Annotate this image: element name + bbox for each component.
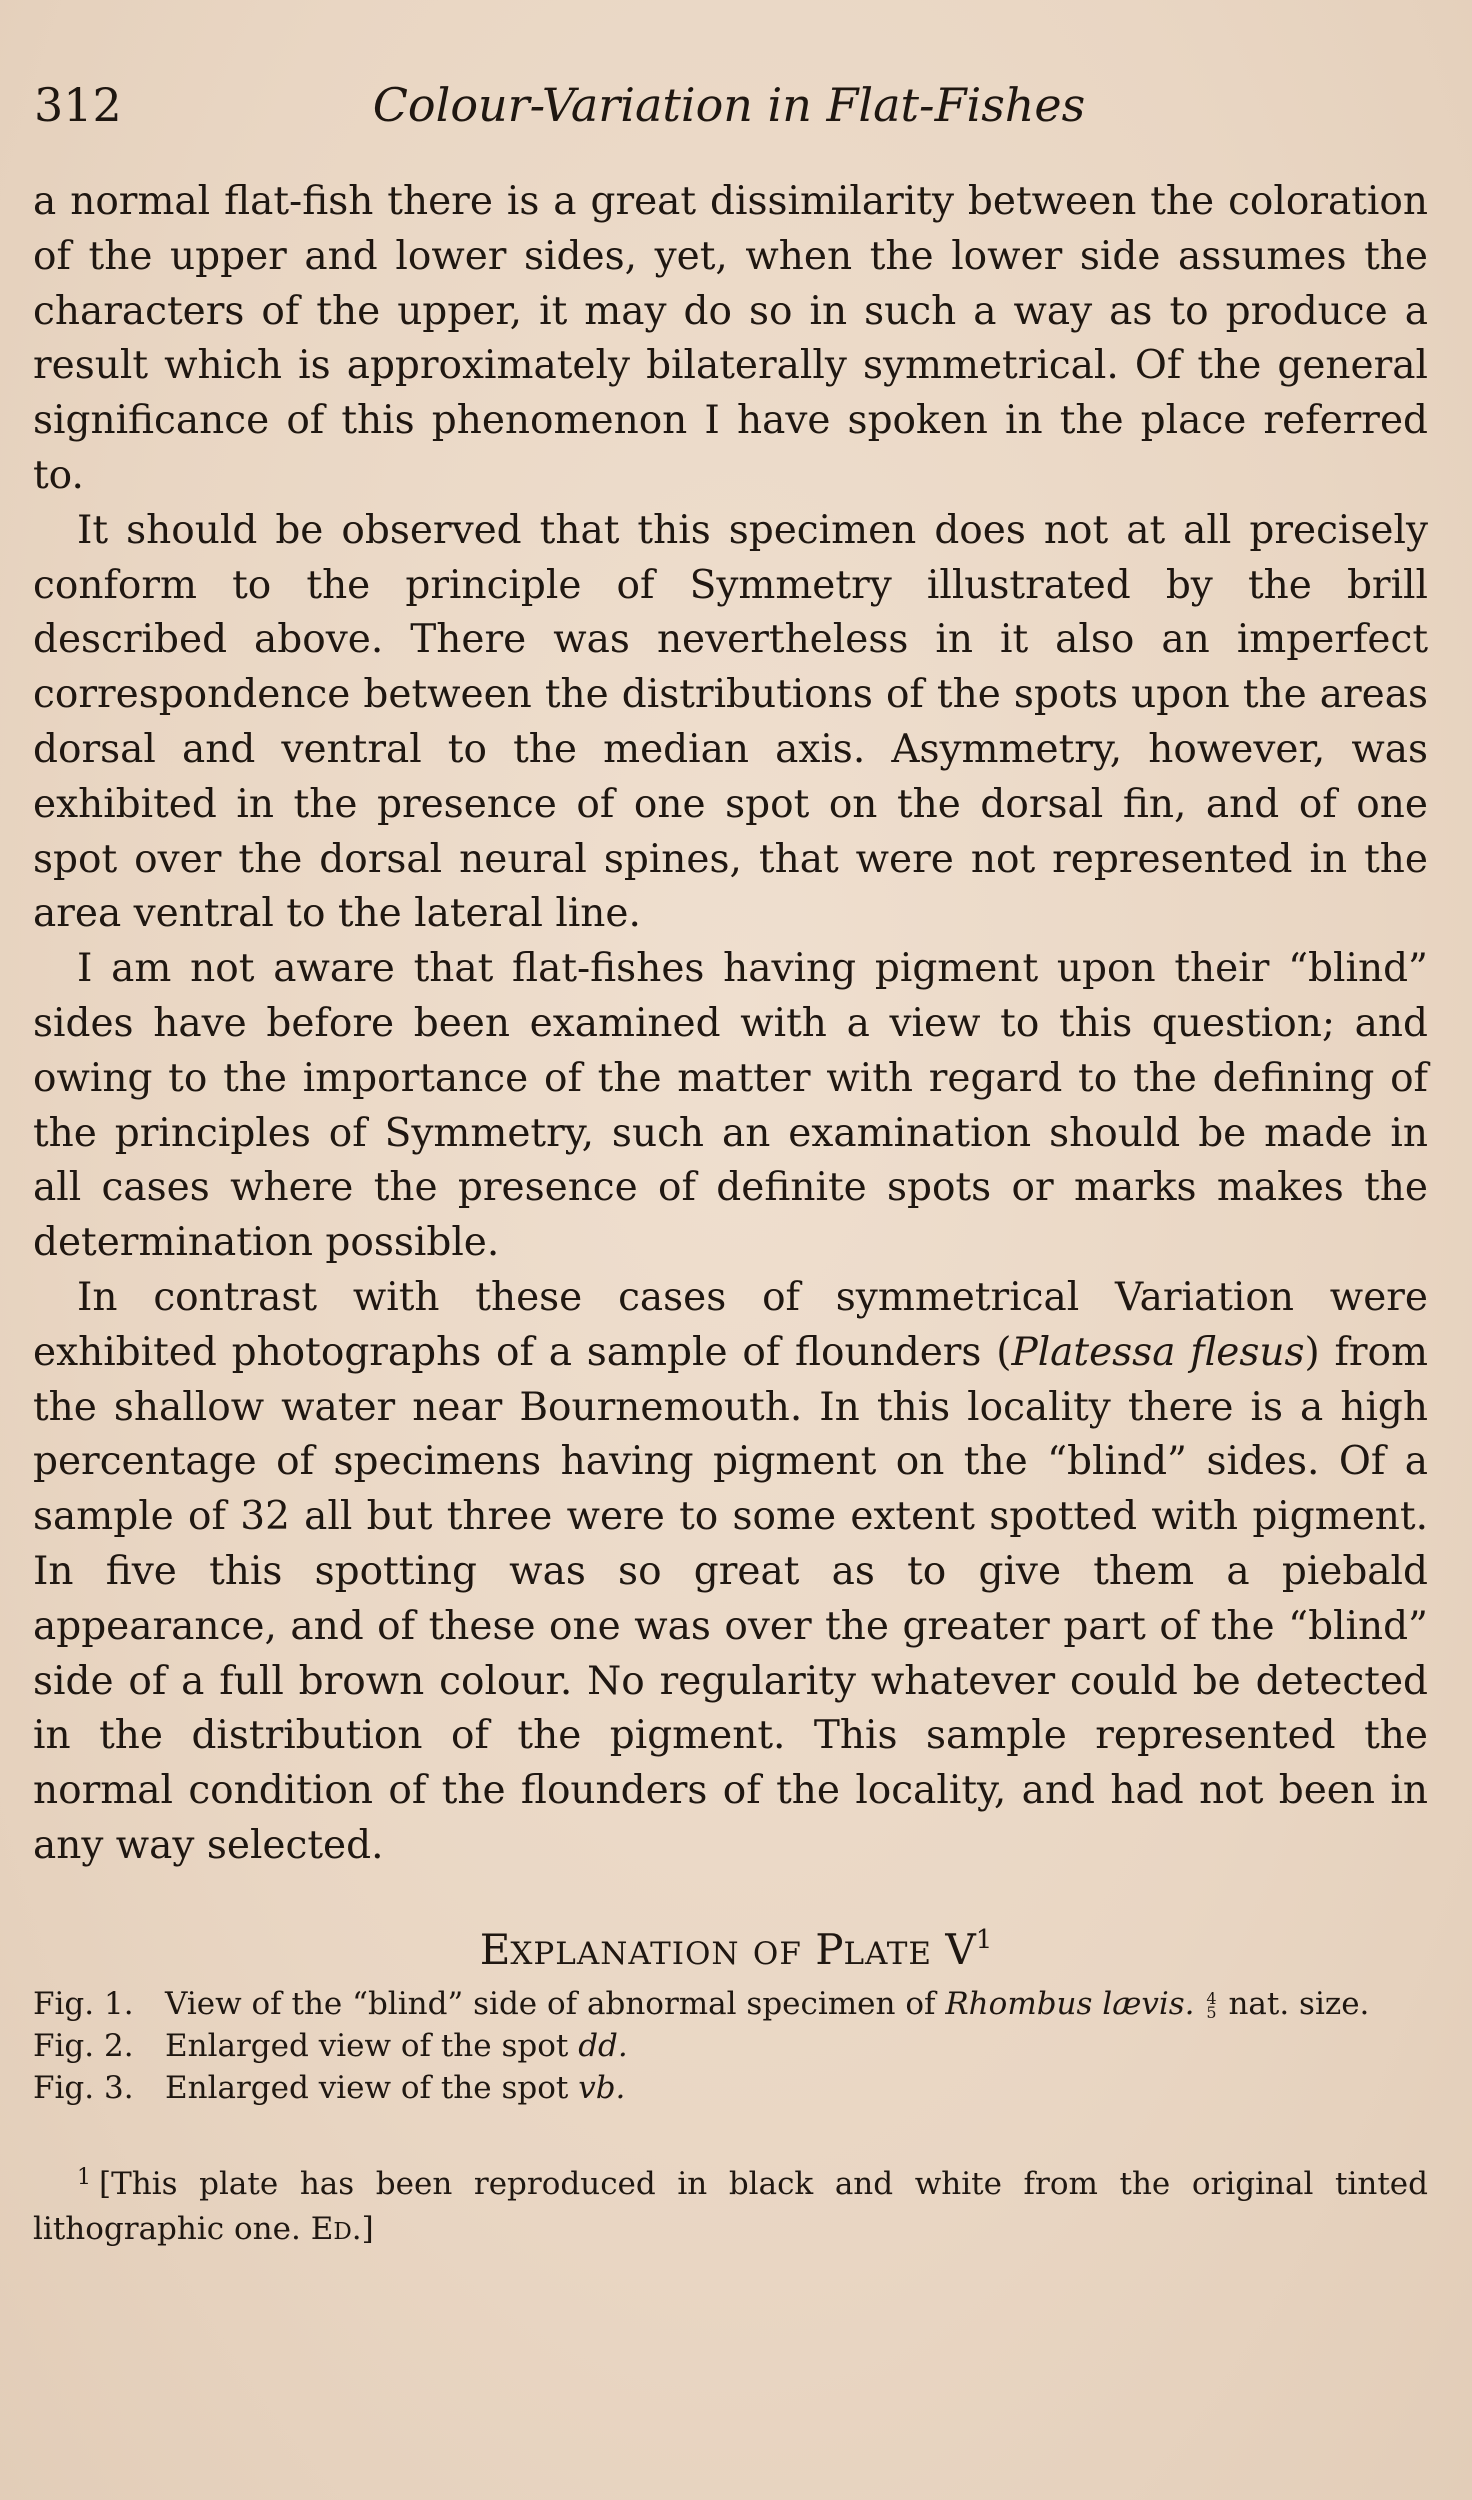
figure-captions [33, 1983, 1428, 2109]
paragraph-1: a normal flat-fish there is a great dissimilarity between the coloration of the upper and lower sides, yet, when the lower side assumes the characters of the upper, it may do so in such a way as to produce a result which is approximately bilaterally symmetrical. Of the general significance of this phenomenon I have spoken in the place referred to. [33, 179, 1428, 498]
paragraph-4 [33, 1271, 1428, 1874]
figure-text: Enlarged view of the spot vb. [165, 2070, 626, 2106]
figure-caption [33, 1983, 1428, 2025]
body-text [33, 175, 1428, 1874]
footnote-text: [This plate has been reproduced in black and white from the original tinted lithographic one. [33, 2166, 1428, 2247]
plate-explanation-heading: EXPLANATION OF PLATE $V^1$ [479, 1925, 993, 1974]
paragraph-2: It should be observed that this specimen does not at all precisely conform to the principle of Symmetry illustrated by the brill described above. There was nevertheless in it also an imperfect correspondence between the distributions of the spots upon the areas dorsal and ventral to the median axis. Asymmetry, however, was exhibited in the presence of one spot on the dorsal fin, and of one spot over the dorsal neural spines, that were not represented in the area ventral to the lateral line. [33, 507, 1428, 937]
footnote: $^1$ [This plate has been reproduced in black and white from the original tinted lithographic one. ED.] [33, 2165, 1428, 2247]
running-head: Colour-Variation in Flat-Fishes [372, 78, 1086, 132]
paragraph-4-text-a: In contrast with these cases of symmetrical Variation were exhibited photographs of a sample of flounders ( [33, 1274, 1428, 1375]
paragraph-4-text-b: ) from the shallow water near Bournemouth. In this locality there is a high percentage of specimens having pigment on the “blind” sides. Of a sample of 32 all but three were to some extent spotted with pigment. In five this spotting was so great as to give them a piebald appearance, and of these one was over the greater part of the “blind” side of a full brown colour. No regularity whatever could be detected in the distribution of the pigment. This sample represented the normal condition of the flounders of the locality, and had not been in any way selected. [33, 1329, 1429, 1868]
figure-caption [33, 2067, 1428, 2109]
figure-label: Fig. 2. [33, 2028, 134, 2064]
page-header [34, 70, 1424, 140]
figure-label: Fig. 1. [33, 1986, 134, 2022]
species-name: Platessa flesus [1011, 1329, 1305, 1375]
paragraph-3: I am not aware that flat-fishes having pigment upon their “blind” sides have before been examined with a view to this question; and owing to the importance of the matter with regard to the defining of the principles of Symmetry, such an examination should be made in all cases where the presence of definite spots or marks makes the determination possible. [33, 946, 1428, 1266]
figure-text: View of the “blind” side of abnormal specimen of Rhombus lævis. 4 5 nat. size. [165, 1986, 1370, 2022]
footnote-reference: 1 [975, 1925, 993, 1955]
figure-text: Enlarged view of the spot dd. [165, 2028, 628, 2064]
figure-caption [33, 2025, 1428, 2067]
footnote-mark: 1 [77, 2165, 91, 2190]
fraction: 4 5 [1206, 1988, 1217, 2022]
figure-label: Fig. 3. [33, 2070, 134, 2106]
page-number: 312 [34, 78, 122, 132]
